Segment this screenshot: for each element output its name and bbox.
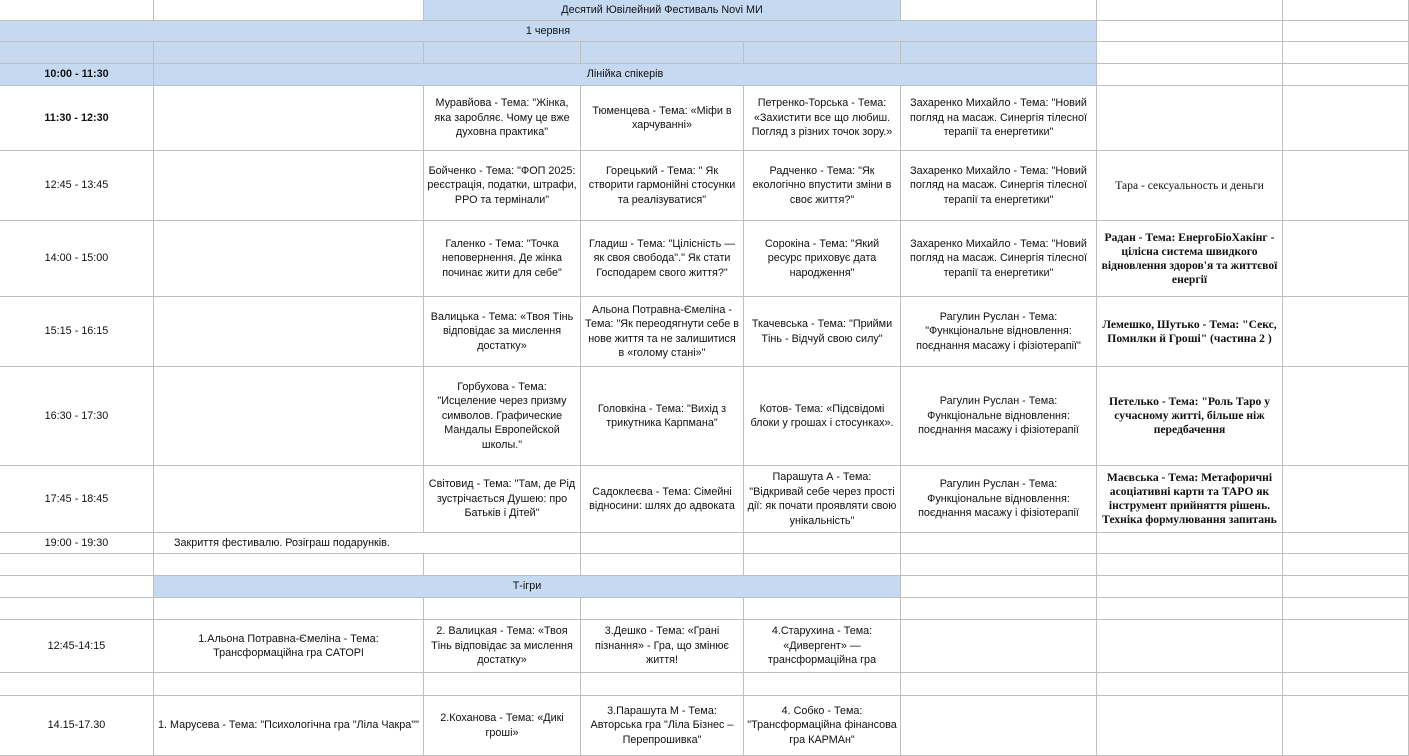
header-blank-cell[interactable] [0, 42, 154, 64]
game-cell[interactable]: 2. Валицкая - Тема: «Твоя Тінь відповідає за мислення достатку» [424, 620, 581, 673]
game-cell[interactable]: 1.Альона Потравна-Ємеліна - Тема: Трансформаційна гра САТОРІ [154, 620, 424, 673]
cell-empty[interactable] [1097, 21, 1283, 42]
cell-empty[interactable] [744, 673, 901, 696]
session-cell[interactable] [1097, 86, 1283, 151]
cell-empty[interactable] [1283, 0, 1409, 21]
cell-empty[interactable] [581, 533, 744, 554]
cell-empty[interactable] [1097, 696, 1283, 756]
session-cell[interactable]: Захаренко Михайло - Тема: "Новий погляд на масаж. Синергія тілесної терапії та енергетики" [901, 151, 1097, 221]
cell-empty[interactable] [1283, 64, 1409, 86]
slot-time[interactable]: 17:45 - 18:45 [0, 466, 154, 533]
cell-empty[interactable] [744, 598, 901, 620]
game-cell[interactable]: 4. Собко - Тема: "Трансформаційна фінансова гра КАРМАн" [744, 696, 901, 756]
cell-empty[interactable] [1097, 64, 1283, 86]
cell-empty[interactable] [901, 0, 1097, 21]
cell-empty[interactable] [154, 221, 424, 297]
cell-empty[interactable] [0, 0, 154, 21]
cell-empty[interactable] [1283, 673, 1409, 696]
session-cell[interactable]: Бойченко - Тема: "ФОП 2025: реєстрація, податки, штрафи, РРО та термінали" [424, 151, 581, 221]
slot-time[interactable]: 15:15 - 16:15 [0, 297, 154, 367]
cell-empty[interactable] [154, 86, 424, 151]
game-cell[interactable]: 3.Парашута М - Тема: Авторська гра "Ліла Бізнес – Перепрошивка" [581, 696, 744, 756]
closing-time[interactable]: 19:00 - 19:30 [0, 533, 154, 554]
session-cell[interactable]: Ткачевська - Тема: "Прийми Тінь - Відчуй свою силу" [744, 297, 901, 367]
cell-empty[interactable] [901, 696, 1097, 756]
session-cell[interactable]: Котов- Тема: «Підсвідомі блоки у грошах і стосунках». [744, 367, 901, 466]
session-cell[interactable]: Валицька - Тема: «Твоя Тінь відповідає за мислення достатку» [424, 297, 581, 367]
cell-empty[interactable] [154, 0, 424, 21]
cell-empty[interactable] [1283, 554, 1409, 576]
header-blank-cell[interactable] [424, 42, 581, 64]
cell-empty[interactable] [1097, 576, 1283, 598]
cell-empty[interactable] [744, 533, 901, 554]
session-cell[interactable]: Горбухова - Тема: "Исцеление через призму символов. Графические Мандалы Европейской школы." [424, 367, 581, 466]
cell-empty[interactable] [1283, 598, 1409, 620]
session-cell[interactable]: Альона Потравна-Ємеліна - Тема: "Як переодягнути себе в нове життя та не залишитися в «голому стані»" [581, 297, 744, 367]
cell-empty[interactable] [1097, 533, 1283, 554]
cell-empty[interactable] [1283, 221, 1409, 297]
cell-empty[interactable] [424, 598, 581, 620]
session-cell[interactable]: Горецький - Тема: " Як створити гармонійні стосунки та реалізуватися" [581, 151, 744, 221]
session-cell[interactable]: Радченко - Тема: "Як екологічно впустити зміни в своє життя?" [744, 151, 901, 221]
slot-time[interactable]: 11:30 - 12:30 [0, 86, 154, 151]
section-time[interactable]: 10:00 - 11:30 [0, 64, 154, 86]
cell-empty[interactable] [1283, 696, 1409, 756]
session-cell[interactable]: Тара - сексуальность и деньги [1097, 151, 1283, 221]
session-cell[interactable]: Петелько - Тема: "Роль Таро у сучасному житті, більше ніж передбачення [1097, 367, 1283, 466]
header-blank-cell[interactable] [154, 42, 424, 64]
cell-empty[interactable] [901, 673, 1097, 696]
cell-empty[interactable] [154, 598, 424, 620]
session-cell[interactable]: Рагулин Руслан - Тема: "Функціональне відновлення: поєднання масажу і фізіотерапії" [901, 297, 1097, 367]
cell-empty[interactable] [1097, 554, 1283, 576]
festival-title[interactable]: Десятий Ювілейний Фестиваль Novi МИ [424, 0, 901, 21]
cell-empty[interactable] [901, 576, 1097, 598]
session-cell[interactable]: Лемешко, Шутько - Тема: "Секс, Помилки й Гроші" (частина 2 ) [1097, 297, 1283, 367]
cell-empty[interactable] [1097, 42, 1283, 64]
game-cell[interactable]: 1. Марусева - Тема: "Психологічна гра "Ліла Чакра"" [154, 696, 424, 756]
session-cell[interactable]: Радан - Тема: ЕнергоБіоХакінг - цілісна система швидкого відновлення здоров'я та життєвої енергії [1097, 221, 1283, 297]
header-blank-cell[interactable] [581, 42, 744, 64]
cell-empty[interactable] [1283, 620, 1409, 673]
game-cell[interactable]: 2.Коханова - Тема: «Дикі гроші» [424, 696, 581, 756]
cell-empty[interactable] [901, 554, 1097, 576]
speakers-section-title[interactable]: Лінійка спікерів [154, 64, 1097, 86]
cell-empty[interactable] [1097, 0, 1283, 21]
game-cell[interactable]: 4.Старухина - Тема: «Дивергент» — трансформаційна гра [744, 620, 901, 673]
slot-time[interactable]: 16:30 - 17:30 [0, 367, 154, 466]
slot-time[interactable]: 12:45 - 13:45 [0, 151, 154, 221]
cell-empty[interactable] [1283, 466, 1409, 533]
session-cell[interactable]: Муравйова - Тема: "Жінка, яка заробляє. Чому це вже духовна практика" [424, 86, 581, 151]
cell-empty[interactable] [1283, 533, 1409, 554]
header-blank-cell[interactable] [744, 42, 901, 64]
cell-empty[interactable] [0, 598, 154, 620]
cell-empty[interactable] [154, 673, 424, 696]
session-cell[interactable]: Парашута А - Тема: "Відкривай себе через прості дії: як почати проявляти свою унікальність" [744, 466, 901, 533]
session-cell[interactable]: Гладиш - Тема: "Цілісність — як своя свобода"." Як стати Господарем свого життя?" [581, 221, 744, 297]
session-cell[interactable]: Рагулин Руслан - Тема: Функціональне відновлення: поєднання масажу і фізіотерапії [901, 466, 1097, 533]
cell-empty[interactable] [154, 151, 424, 221]
closing-text[interactable]: Закриття фестивалю. Розіграш подарунків. [154, 533, 581, 554]
cell-empty[interactable] [154, 367, 424, 466]
cell-empty[interactable] [581, 598, 744, 620]
cell-empty[interactable] [1283, 42, 1409, 64]
cell-empty[interactable] [901, 533, 1097, 554]
session-cell[interactable]: Тюменцева - Тема: «Міфи в харчуванні» [581, 86, 744, 151]
cell-empty[interactable] [424, 673, 581, 696]
cell-empty[interactable] [1097, 673, 1283, 696]
cell-empty[interactable] [154, 466, 424, 533]
header-blank-cell[interactable] [901, 42, 1097, 64]
cell-empty[interactable] [1283, 297, 1409, 367]
session-cell[interactable]: Рагулин Руслан - Тема: Функціональне відновлення: поєднання масажу і фізіотерапії [901, 367, 1097, 466]
cell-empty[interactable] [154, 297, 424, 367]
game-time[interactable]: 14.15-17.30 [0, 696, 154, 756]
cell-empty[interactable] [901, 598, 1097, 620]
session-cell[interactable]: Захаренко Михайло - Тема: "Новий погляд на масаж. Синергія тілесної терапії та енергетики" [901, 221, 1097, 297]
session-cell[interactable]: Галенко - Тема: "Точка неповернення. Де жінка починає жити для себе" [424, 221, 581, 297]
game-cell[interactable]: 3.Дешко - Тема: «Грані пізнання» - Гра, що змінює життя! [581, 620, 744, 673]
session-cell[interactable]: Садоклеєва - Тема: Сімейні відносини: шлях до адвоката [581, 466, 744, 533]
cell-empty[interactable] [424, 554, 581, 576]
session-cell[interactable]: Петренко-Торська - Тема: «Захистити все що любиш. Погляд з різних точок зору.» [744, 86, 901, 151]
cell-empty[interactable] [0, 673, 154, 696]
cell-empty[interactable] [581, 554, 744, 576]
session-cell[interactable]: Сорокіна - Тема: "Який ресурс приховує дата народження" [744, 221, 901, 297]
date-header[interactable]: 1 червня [0, 21, 1097, 42]
slot-time[interactable]: 14:00 - 15:00 [0, 221, 154, 297]
cell-empty[interactable] [1283, 367, 1409, 466]
cell-empty[interactable] [1097, 620, 1283, 673]
cell-empty[interactable] [1283, 576, 1409, 598]
session-cell[interactable]: Маєвська - Тема: Метафоричні асоціативні карти та ТАРО як інструмент прийняття рішень. Техніка формулювання запитань [1097, 466, 1283, 533]
session-cell[interactable]: Захаренко Михайло - Тема: "Новий погляд на масаж. Синергія тілесної терапії та енергетики" [901, 86, 1097, 151]
cell-empty[interactable] [581, 673, 744, 696]
cell-empty[interactable] [0, 554, 154, 576]
cell-empty[interactable] [154, 554, 424, 576]
games-section-title[interactable]: Т-ігри [154, 576, 901, 598]
game-time[interactable]: 12:45-14:15 [0, 620, 154, 673]
cell-empty[interactable] [1097, 598, 1283, 620]
cell-empty[interactable] [901, 620, 1097, 673]
cell-empty[interactable] [0, 576, 154, 598]
cell-empty[interactable] [1283, 86, 1409, 151]
cell-empty[interactable] [1283, 151, 1409, 221]
cell-empty[interactable] [1283, 21, 1409, 42]
cell-empty[interactable] [744, 554, 901, 576]
session-cell[interactable]: Головкіна - Тема: "Вихід з трикутника Карпмана" [581, 367, 744, 466]
session-cell[interactable]: Світовид - Тема: "Там, де Рід зустрічається Душею: про Батьків і Дітей" [424, 466, 581, 533]
